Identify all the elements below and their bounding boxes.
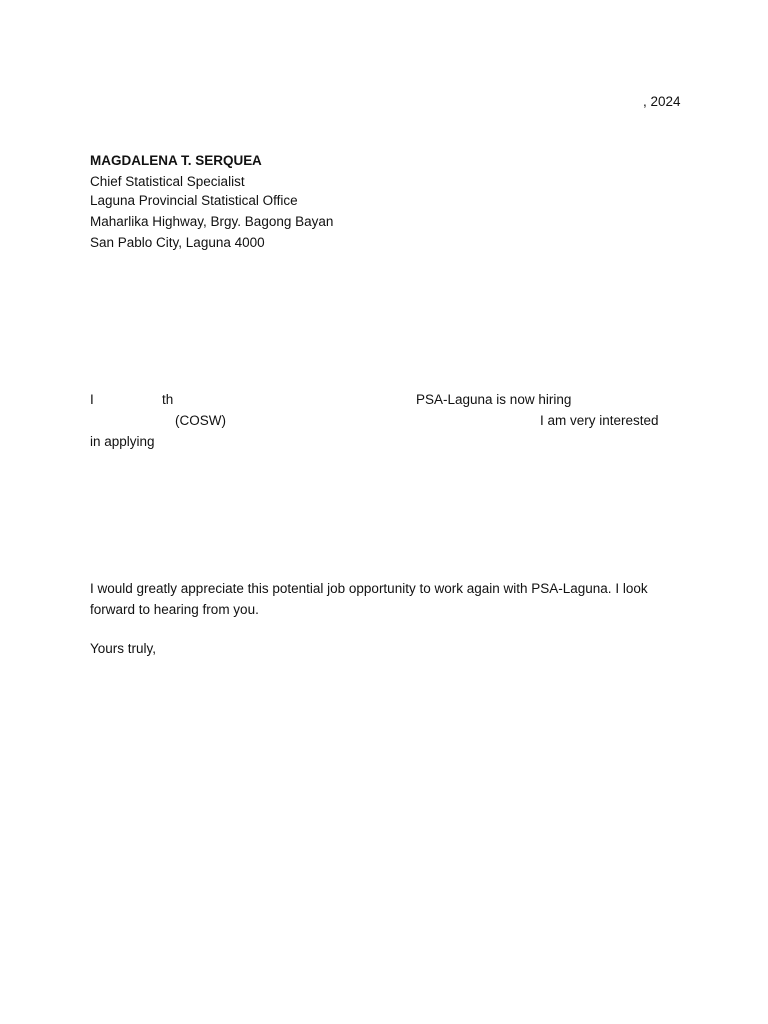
closing-salutation: Yours truly, <box>90 641 157 656</box>
paragraph1-fragment-hiring: PSA-Laguna is now hiring <box>416 392 572 407</box>
paragraph1-fragment-th: th <box>162 392 174 407</box>
paragraph1-fragment-applying: in applying <box>90 434 155 449</box>
paragraph2-line2: forward to hearing from you. <box>90 602 259 617</box>
paragraph1-fragment-interested: I am very interested <box>540 413 659 428</box>
recipient-name: MAGDALENA T. SERQUE <box>90 153 253 168</box>
recipient-office: Laguna Provincial Statistical Office <box>90 193 298 208</box>
paragraph1-fragment-i: I <box>90 392 94 407</box>
letter-date: , 2024 <box>643 94 681 109</box>
recipient-address-line1: Maharlika Highway, Brgy. Bagong Bayan <box>90 214 334 229</box>
paragraph1-fragment-cosw: (COSW) <box>175 413 226 428</box>
paragraph2-line1: I would greatly appreciate this potential job opportunity to work again with PSA-Laguna. I look <box>90 581 648 596</box>
recipient-title: Chief Statistical Specialist <box>90 174 245 189</box>
recipient-address-line2: San Pablo City, Laguna 4000 <box>90 235 265 250</box>
recipient-name-suffix: A <box>252 153 262 168</box>
